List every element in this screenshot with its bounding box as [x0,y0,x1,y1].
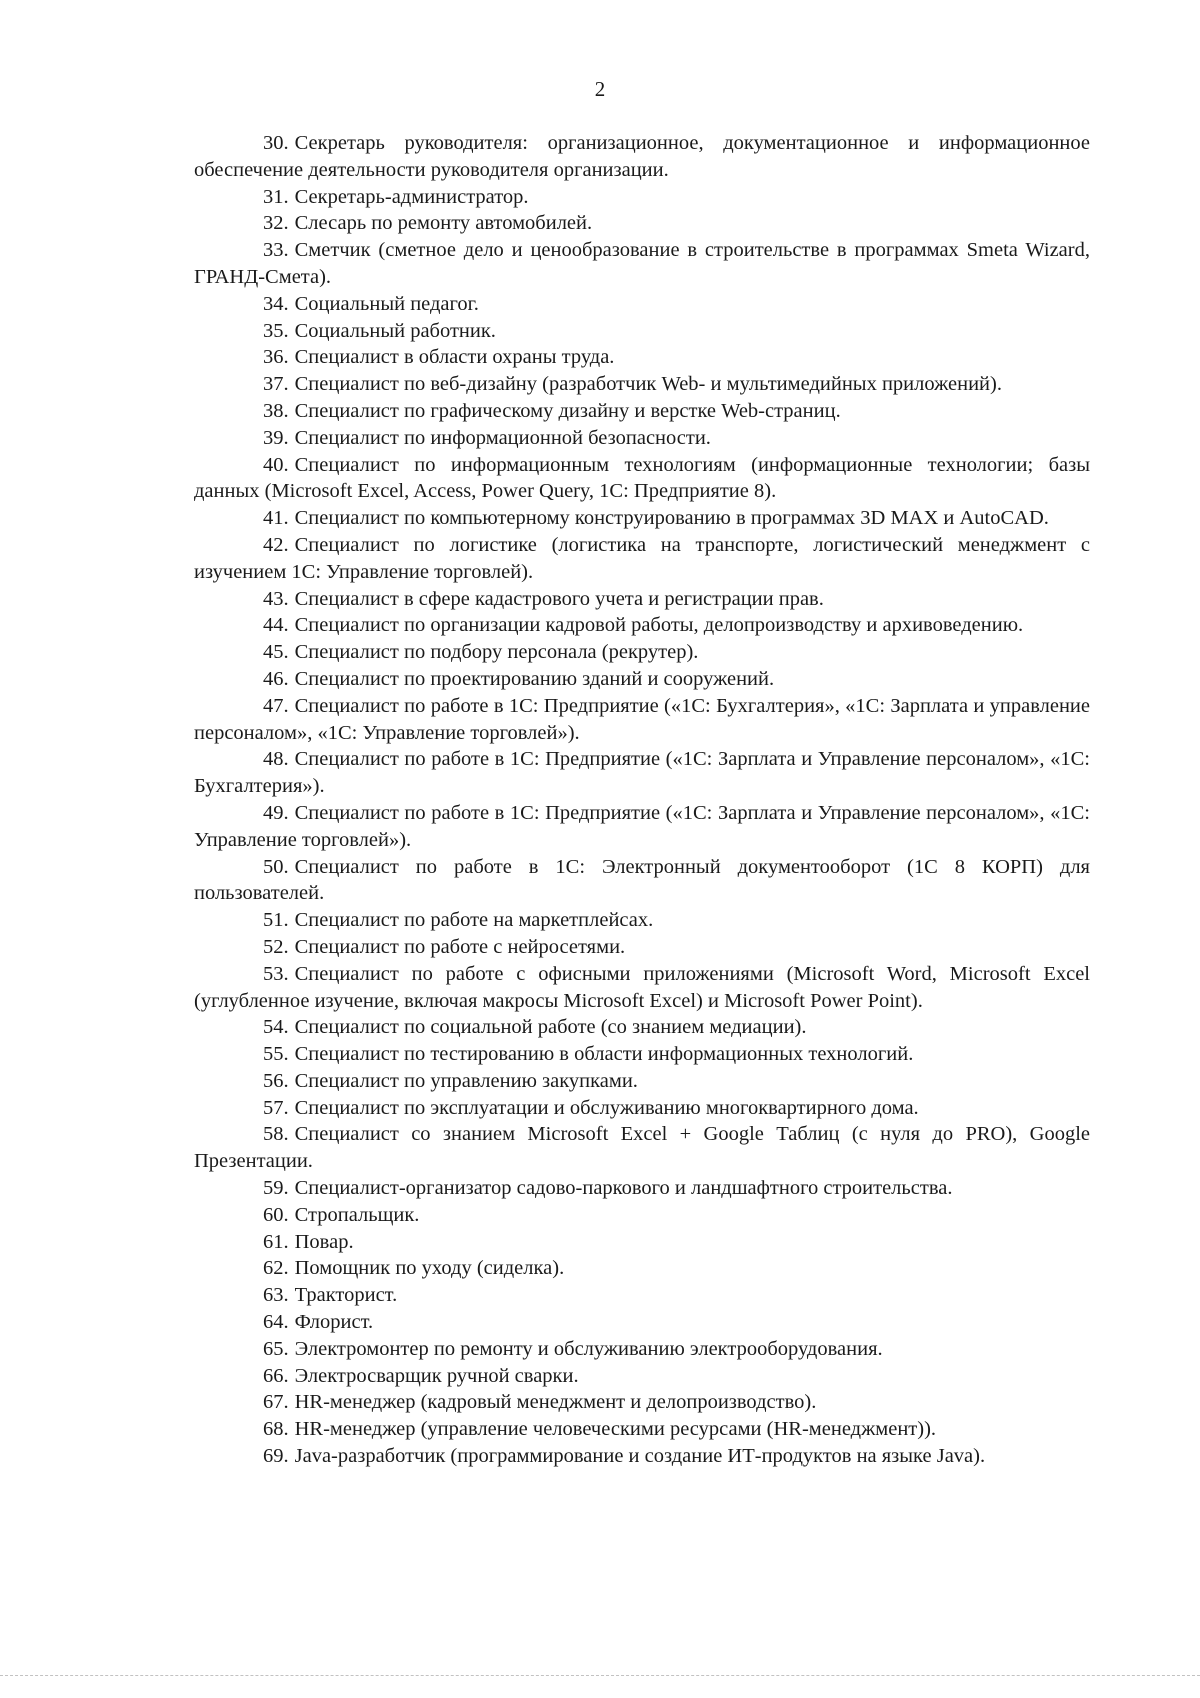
list-item [194,1309,1090,1336]
item-text: Слесарь по ремонту автомобилей. [294,212,593,235]
item-number: 63. [263,1284,289,1307]
list-item [194,612,1090,639]
item-number: 41. [263,507,289,530]
item-text: Электросварщик ручной сварки. [294,1364,579,1387]
list-item [194,130,1090,184]
item-number: 37. [263,373,289,396]
list-item [194,344,1090,371]
profession-list [194,130,1090,1470]
item-number: 68. [263,1418,289,1441]
item-number: 61. [263,1230,289,1253]
item-number: 31. [263,185,289,208]
item-text: Помощник по уходу (сиделка). [294,1257,565,1280]
item-text: Специалист по графическому дизайну и верстке Web-страниц. [294,399,841,422]
item-number: 30. [263,132,289,154]
item-text: Социальный педагог. [294,292,479,315]
item-text: Тракторист. [294,1284,398,1307]
item-text: Специалист по информационным технологиям (информационные технологии; базы данных (Microsoft Excel, Access, Power Query, 1С: Предприятие 8). [194,453,1090,503]
list-item [194,1389,1090,1416]
list-item [194,318,1090,345]
item-number: 52. [263,935,289,958]
item-number: 43. [263,587,289,610]
item-text: Электромонтер по ремонту и обслуживанию электрооборудования. [294,1337,883,1360]
item-number: 38. [263,399,289,422]
list-item [194,934,1090,961]
list-item [194,1255,1090,1282]
item-text: Специалист в области охраны труда. [294,346,615,369]
item-number: 35. [263,319,289,342]
item-number: 48. [263,748,289,771]
item-text: Специалист по проектированию зданий и сооружений. [294,667,775,690]
list-item [194,1229,1090,1256]
list-item [194,693,1090,747]
scan-edge-line [0,1675,1200,1676]
list-item [194,452,1090,506]
item-number: 40. [263,453,289,476]
list-item [194,586,1090,613]
item-text: Специалист по логистике (логистика на транспорте, логистический менеджмент с изучением 1С: Управление торговлей). [194,533,1090,583]
item-number: 50. [263,855,289,878]
list-item [194,854,1090,908]
list-item [194,425,1090,452]
list-item [194,639,1090,666]
item-number: 53. [263,962,289,985]
list-item [194,746,1090,800]
item-text: Социальный работник. [294,319,496,342]
item-text: Специалист по подбору персонала (рекрутер). [294,641,699,664]
item-text: Специалист по компьютерному конструированию в программах 3D MAX и AutoCAD. [294,507,1049,530]
item-number: 39. [263,426,289,449]
list-item [194,1282,1090,1309]
item-text: HR-менеджер (кадровый менеджмент и делопроизводство). [294,1391,817,1414]
list-item [194,1014,1090,1041]
item-number: 36. [263,346,289,369]
list-item [194,1041,1090,1068]
item-number: 64. [263,1311,289,1334]
item-text: Специалист в сфере кадастрового учета и регистрации прав. [294,587,824,610]
list-item [194,1202,1090,1229]
item-number: 60. [263,1203,289,1226]
item-number: 42. [263,533,289,556]
list-item [194,291,1090,318]
list-item [194,1068,1090,1095]
item-number: 57. [263,1096,289,1119]
item-text: Сметчик (сметное дело и ценообразование в строительстве в программах Smeta Wizard, ГРАНД-Смета). [194,239,1090,288]
item-text: Специалист по социальной работе (со знанием медиации). [294,1016,807,1039]
item-text: Специалист по эксплуатации и обслуживанию многоквартирного дома. [294,1096,919,1119]
item-text: HR-менеджер (управление человеческими ресурсами (HR-менеджмент)). [294,1418,937,1441]
list-item [194,398,1090,425]
list-item [194,961,1090,1015]
list-item [194,210,1090,237]
item-text: Специалист-организатор садово-паркового и ландшафтного строительства. [294,1177,953,1200]
item-text: Секретарь-администратор. [294,185,529,208]
item-number: 65. [263,1337,289,1360]
item-number: 32. [263,212,289,235]
item-text: Специалист по работе в 1С: Предприятие («1С: Зарплата и Управление персоналом», «1С: Управление торговлей»). [194,801,1090,851]
item-text: Повар. [294,1230,354,1253]
item-text: Специалист по работе на маркетплейсах. [294,909,654,932]
list-item [194,1336,1090,1363]
list-item [194,1121,1090,1175]
item-text: Специалист по организации кадровой работы, делопроизводству и архивоведению. [294,614,1024,637]
item-text: Специалист по работе с офисными приложениями (Microsoft Word, Microsoft Excel (углубленное изучение, включая макросы Microsoft Excel) и Microsoft Power Point). [194,962,1090,1012]
page-number: 2 [594,77,606,101]
item-number: 55. [263,1043,289,1066]
item-text: Специалист по работе в 1С: Предприятие («1С: Зарплата и Управление персоналом», «1С: Бухгалтерия»). [194,748,1090,798]
item-text: Специалист по работе с нейросетями. [294,935,626,958]
item-number: 58. [263,1123,289,1146]
item-text: Java-разработчик (программирование и создание ИТ-продуктов на языке Java). [294,1445,986,1468]
item-number: 49. [263,801,289,824]
item-number: 66. [263,1364,289,1387]
item-number: 47. [263,694,289,717]
item-number: 46. [263,667,289,690]
item-number: 56. [263,1069,289,1092]
list-item [194,1095,1090,1122]
item-text: Секретарь руководителя: организационное, документационное и информационное обеспечение деятельности руководителя организации. [194,132,1090,181]
item-text: Флорист. [294,1311,374,1334]
item-number: 62. [263,1257,289,1280]
item-number: 67. [263,1391,289,1414]
item-text: Специалист по работе в 1С: Предприятие («1С: Бухгалтерия», «1С: Зарплата и управление персоналом», «1С: Управление торговлей»). [194,694,1090,744]
item-text: Специалист по работе в 1С: Электронный документооборот (1С 8 КОРП) для пользователей. [194,855,1090,905]
list-item [194,505,1090,532]
item-number: 33. [263,239,289,262]
item-number: 59. [263,1177,289,1200]
list-item [194,532,1090,586]
item-text: Специалист по информационной безопасности. [294,426,711,449]
item-number: 51. [263,909,289,932]
item-number: 54. [263,1016,289,1039]
item-number: 45. [263,641,289,664]
item-text: Специалист по управлению закупками. [294,1069,638,1092]
item-text: Стропальщик. [294,1203,420,1226]
list-item [194,237,1090,291]
item-number: 34. [263,292,289,315]
list-item [194,800,1090,854]
list-item [194,666,1090,693]
list-item [194,1363,1090,1390]
list-item [194,1175,1090,1202]
item-text: Специалист по веб-дизайну (разработчик Web- и мультимедийных приложений). [294,373,1002,396]
list-item [194,907,1090,934]
list-item [194,184,1090,211]
item-number: 69. [263,1445,289,1468]
item-number: 44. [263,614,289,637]
item-text: Специалист по тестированию в области информационных технологий. [294,1043,914,1066]
item-text: Специалист со знанием Microsoft Excel + Google Таблиц (с нуля до PRO), Google Презентации. [194,1123,1090,1173]
list-item [194,371,1090,398]
list-item [194,1443,1090,1470]
list-item [194,1416,1090,1443]
